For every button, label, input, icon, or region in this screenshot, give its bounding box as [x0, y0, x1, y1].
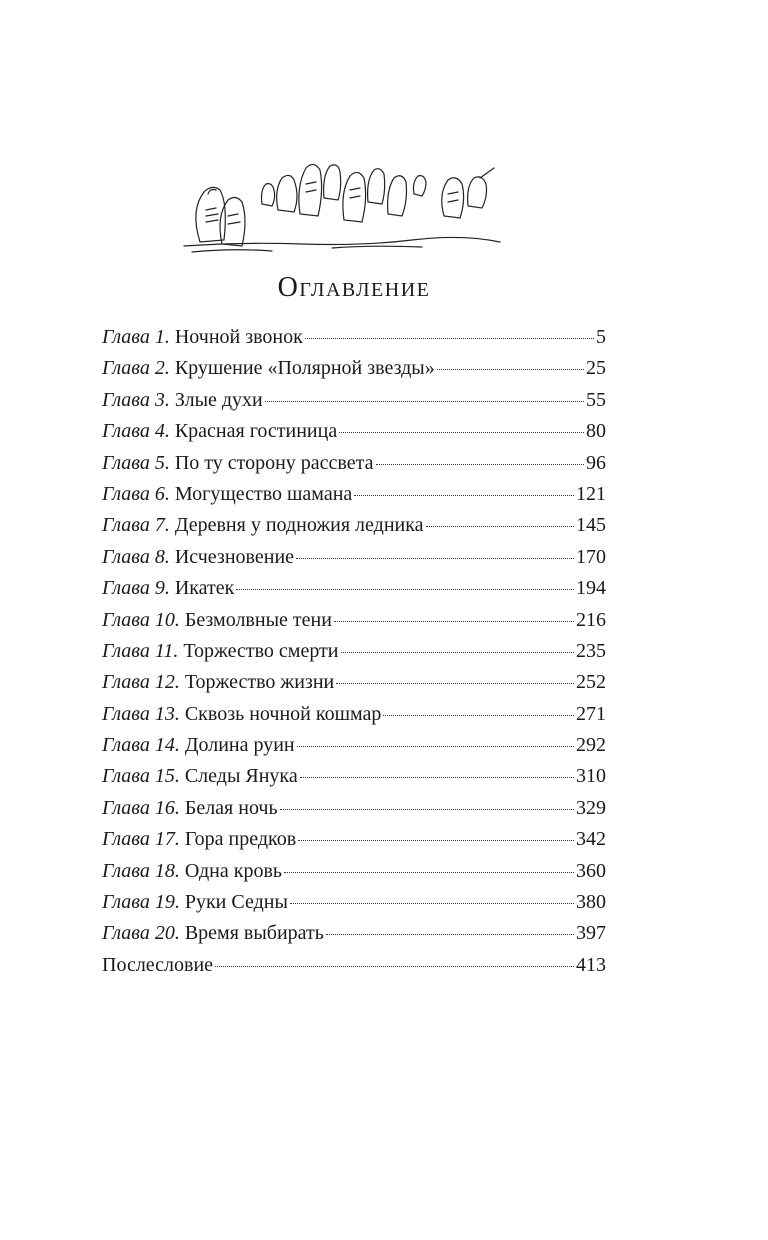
toc-entry[interactable]: [102, 793, 606, 824]
toc-page-number: 271: [576, 702, 606, 725]
toc-chapter-title: Следы Янука: [184, 765, 298, 788]
dot-leader: [236, 588, 574, 590]
toc-chapter-title: Ночной звонок: [174, 326, 303, 348]
toc-entry[interactable]: [102, 761, 606, 792]
toc-chapter-label: Глава 18.: [102, 859, 180, 882]
toc-chapter-label: Глава 8.: [102, 545, 170, 568]
dot-leader: [341, 651, 575, 653]
toc-chapter-label: Глава 10.: [102, 608, 180, 631]
toc-chapter-title: Могущество шамана: [174, 482, 353, 505]
toc-chapter-label: Глава 4.: [102, 420, 170, 443]
dot-leader: [334, 620, 574, 622]
toc-page-number: 55: [586, 388, 606, 411]
toc-entry[interactable]: [102, 385, 606, 416]
toc-page-number: 194: [576, 577, 606, 600]
toc-chapter-title: По ту сторону рассвета: [174, 451, 374, 474]
toc-chapter-label: Глава 3.: [102, 388, 170, 411]
toc-entry[interactable]: [102, 353, 606, 384]
toc-chapter-title: Крушение «Полярной звезды»: [174, 357, 435, 380]
toc-chapter-title: Исчезновение: [174, 545, 295, 568]
page-title: Оглавление: [277, 272, 431, 303]
toc-entry[interactable]: [102, 918, 606, 949]
dot-leader: [290, 902, 574, 904]
toc-chapter-title: Послесловие: [102, 953, 214, 976]
toc-page-number: 25: [586, 357, 606, 380]
toc-chapter-title: Долина руин: [184, 734, 295, 757]
toc-chapter-title: Безмолвные тени: [184, 608, 332, 631]
toc-page-number: 80: [586, 420, 606, 443]
toc-chapter-label: Глава 15.: [102, 765, 180, 788]
toc-entry[interactable]: [102, 416, 606, 447]
toc-chapter-label: Глава 1.: [102, 326, 170, 348]
toc-chapter-label: Глава 20.: [102, 922, 180, 945]
toc-chapter-title: Руки Седны: [184, 891, 288, 914]
toc-chapter-label: Глава 13.: [102, 702, 180, 725]
toc-page-number: 216: [576, 608, 606, 631]
dot-leader: [284, 871, 574, 873]
toc-chapter-label: Глава 14.: [102, 734, 180, 757]
dot-leader: [298, 839, 574, 841]
toc-chapter-title: Икатек: [174, 577, 235, 600]
dot-leader: [339, 431, 584, 433]
toc-entry[interactable]: [102, 730, 606, 761]
toc-page-number: 360: [576, 859, 606, 882]
toc-page-number: 5: [596, 326, 606, 348]
toc-entry[interactable]: [102, 448, 606, 479]
toc-page-number: 252: [576, 671, 606, 694]
toc-page-number: 96: [586, 451, 606, 474]
toc-chapter-label: Глава 7.: [102, 514, 170, 537]
dot-leader: [336, 682, 574, 684]
table-of-contents: [102, 322, 606, 981]
toc-page-number: 413: [576, 953, 606, 976]
toc-entry[interactable]: [102, 605, 606, 636]
toc-page-number: 235: [576, 639, 606, 662]
dot-leader: [305, 337, 594, 339]
toc-page-number: 310: [576, 765, 606, 788]
toc-page-number: 170: [576, 545, 606, 568]
toc-chapter-title: Сквозь ночной кошмар: [184, 702, 382, 725]
toc-chapter-label: Глава 5.: [102, 451, 170, 474]
toc-page-number: 292: [576, 734, 606, 757]
toc-chapter-title: Красная гостиница: [174, 420, 338, 443]
toc-entry[interactable]: [102, 824, 606, 855]
toc-entry[interactable]: [102, 479, 606, 510]
toc-entry[interactable]: [102, 636, 606, 667]
toc-entry[interactable]: [102, 950, 606, 981]
toc-chapter-title: Одна кровь: [184, 859, 283, 882]
toc-chapter-label: Глава 16.: [102, 796, 180, 819]
toc-entry[interactable]: [102, 699, 606, 730]
toc-chapter-label: Глава 12.: [102, 671, 180, 694]
dot-leader: [426, 525, 574, 527]
toc-chapter-label: Глава 17.: [102, 828, 180, 851]
toc-page-number: 121: [576, 482, 606, 505]
toc-page-number: 145: [576, 514, 606, 537]
dot-leader: [300, 776, 574, 778]
toc-chapter-title: Белая ночь: [184, 796, 278, 819]
toc-chapter-title: Злые духи: [174, 388, 263, 411]
toc-chapter-title: Гора предков: [184, 828, 297, 851]
toc-entry[interactable]: [102, 856, 606, 887]
toc-chapter-label: Глава 2.: [102, 357, 170, 380]
toc-page-number: 342: [576, 828, 606, 851]
toc-entry[interactable]: [102, 887, 606, 918]
dot-leader: [437, 368, 584, 370]
dot-leader: [280, 808, 574, 810]
dot-leader: [383, 714, 574, 716]
toc-chapter-label: Глава 6.: [102, 482, 170, 505]
toc-chapter-title: Деревня у подножия ледника: [174, 514, 424, 537]
toc-page-number: 329: [576, 796, 606, 819]
dot-leader: [265, 400, 584, 402]
toc-page-number: 380: [576, 891, 606, 914]
toc-entry[interactable]: [102, 322, 606, 353]
toc-entry[interactable]: [102, 667, 606, 698]
toc-chapter-title: Торжество смерти: [183, 639, 339, 662]
toc-chapter-title: Время выбирать: [184, 922, 324, 945]
dot-leader: [376, 463, 585, 465]
dot-leader: [326, 933, 574, 935]
dot-leader: [297, 745, 574, 747]
toc-chapter-label: Глава 11.: [102, 639, 179, 662]
penguins-sketch-icon: [182, 150, 502, 262]
toc-chapter-label: Глава 9.: [102, 577, 170, 600]
toc-entry[interactable]: [102, 542, 606, 573]
toc-chapter-label: Глава 19.: [102, 891, 180, 914]
toc-entry[interactable]: [102, 510, 606, 541]
dot-leader: [296, 557, 574, 559]
toc-chapter-title: Торжество жизни: [184, 671, 335, 694]
dot-leader: [354, 494, 574, 496]
toc-page-number: 397: [576, 922, 606, 945]
toc-entry[interactable]: [102, 573, 606, 604]
dot-leader: [215, 965, 574, 967]
